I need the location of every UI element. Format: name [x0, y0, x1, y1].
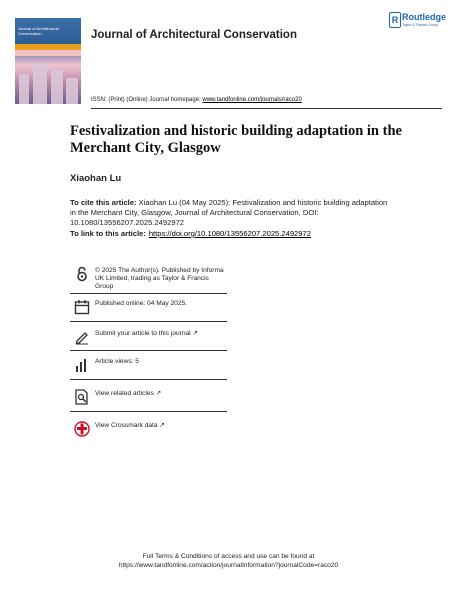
article-link-line: [70, 229, 311, 238]
article-author: Xiaohan Lu: [70, 173, 122, 184]
license-text: © 2025 The Author(s). Published by Informa UK Limited, trading as Taylor & Francis Group: [95, 267, 224, 290]
cite-label: To cite this article:: [70, 198, 137, 207]
bar-chart-icon: [74, 357, 90, 373]
header-divider: [91, 108, 442, 109]
row-divider: [70, 293, 227, 294]
row-divider: [70, 350, 227, 351]
citation-block: [70, 198, 390, 227]
open-access-row: [70, 266, 227, 292]
crossmark-icon: [74, 421, 90, 437]
doi-link[interactable]: https://doi.org/10.1080/13556207.2025.2492972: [148, 229, 311, 238]
issn-line: [91, 97, 302, 103]
issn-text: ISSN: (Print) (Online) Journal homepage:: [91, 97, 203, 103]
crossmark-row[interactable]: [70, 421, 227, 437]
row-divider: [70, 379, 227, 380]
published-date: Published online: 04 May 2025.: [95, 300, 188, 307]
journal-title[interactable]: Journal of Architectural Conservation: [91, 29, 297, 41]
external-link-icon: ↗: [155, 390, 162, 397]
routledge-r-icon: R: [389, 12, 401, 28]
cover-band: [15, 50, 81, 56]
cover-building: [51, 70, 63, 104]
cover-building: [33, 64, 47, 104]
calendar-icon: [74, 299, 90, 315]
link-label: To link to this article:: [70, 229, 146, 238]
page-footer: [0, 553, 457, 570]
related-articles-row[interactable]: [70, 389, 227, 405]
article-views-row: [70, 357, 227, 373]
related-articles-label[interactable]: View related articles: [95, 390, 154, 397]
footer-terms: Full Terms & Conditions of access and use can be found at: [142, 553, 315, 560]
row-divider: [70, 411, 227, 412]
publisher-sub: Taylor & Francis Group: [402, 23, 438, 27]
cite-text: Xiaohan Lu (04 May 2025): Festivalization and historic building adaptation in the Merchant City, Glasgow, Journal of Architectural Conservation, DOI: 10.1080/13556207.2025.2492972: [70, 198, 388, 227]
publisher-name: Routledge: [402, 12, 446, 22]
journal-cover-image: [15, 18, 81, 104]
article-views: Article views: 5: [95, 358, 139, 365]
submit-article-label[interactable]: Submit your article to this journal: [95, 330, 191, 337]
cover-building: [66, 78, 78, 104]
journal-homepage-link[interactable]: www.tandfonline.com/journals/raco20: [202, 97, 302, 103]
publisher-logo[interactable]: [389, 12, 446, 32]
article-title: Festivalization and historic building adaptation in the Merchant City, Glasgow: [70, 123, 402, 156]
footer-terms-link[interactable]: https://www.tandfonline.com/action/journalInformation?journalCode=raco20: [118, 561, 339, 569]
cover-building: [19, 74, 29, 104]
related-articles-link[interactable]: [95, 390, 227, 398]
external-link-icon: ↗: [192, 330, 199, 337]
edit-icon: [74, 329, 90, 345]
submit-article-link[interactable]: [95, 330, 227, 338]
external-link-icon: ↗: [159, 422, 165, 429]
search-icon: [74, 389, 90, 405]
crossmark-link[interactable]: [95, 422, 227, 430]
open-access-icon: [74, 266, 90, 282]
published-row: [70, 299, 227, 317]
cover-title: Journal of Architectural Conservation: [18, 26, 59, 36]
submit-article-row[interactable]: [70, 329, 227, 345]
crossmark-label[interactable]: View Crossmark data: [95, 422, 158, 429]
row-divider: [70, 321, 227, 322]
